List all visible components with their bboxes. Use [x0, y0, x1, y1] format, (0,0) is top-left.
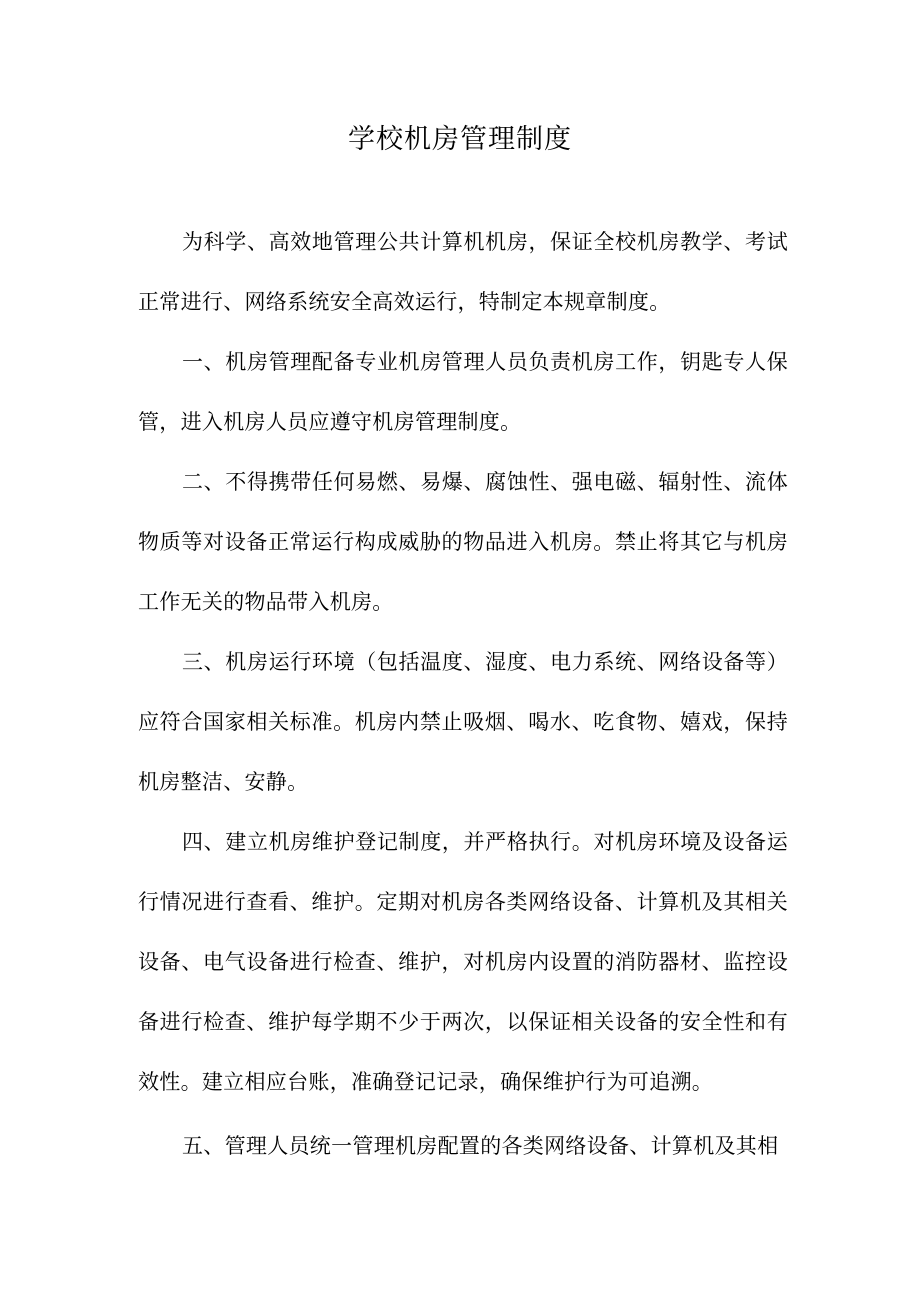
paragraph-rule-5: 五、管理人员统一管理机房配置的各类网络设备、计算机及其相 — [182, 1134, 779, 1158]
page-title: 学校机房管理制度 — [348, 124, 572, 155]
paragraph-rule-2: 二、不得携带任何易燃、易爆、腐蚀性、强电磁、辐射性、流体物质等对设备正常运行构成威胁的物品进入机房。禁止将其它与机房工作无关的物品带入机房。 — [138, 470, 788, 614]
document-body — [138, 212, 788, 1176]
paragraph-rule-4: 四、建立机房维护登记制度，并严格执行。对机房环境及设备运行情况进行查看、维护。定期对机房各类网络设备、计算机及其相关设备、电气设备进行检查、维护，对机房内设置的消防器材、监控设备进行检查、维护每学期不少于两次，以保证相关设备的安全性和有效性。建立相应台账，准确登记记录，确保维护行为可追溯。 — [138, 830, 788, 1094]
paragraph-rule-3: 三、机房运行环境（包括温度、湿度、电力系统、网络设备等）应符合国家相关标准。机房内禁止吸烟、喝水、吃食物、嬉戏，保持机房整洁、安静。 — [138, 650, 788, 794]
paragraph-intro: 为科学、高效地管理公共计算机机房，保证全校机房教学、考试正常进行、网络系统安全高效运行，特制定本规章制度。 — [138, 230, 788, 314]
paragraph-rule-1: 一、机房管理配备专业机房管理人员负责机房工作，钥匙专人保管，进入机房人员应遵守机房管理制度。 — [138, 350, 788, 434]
